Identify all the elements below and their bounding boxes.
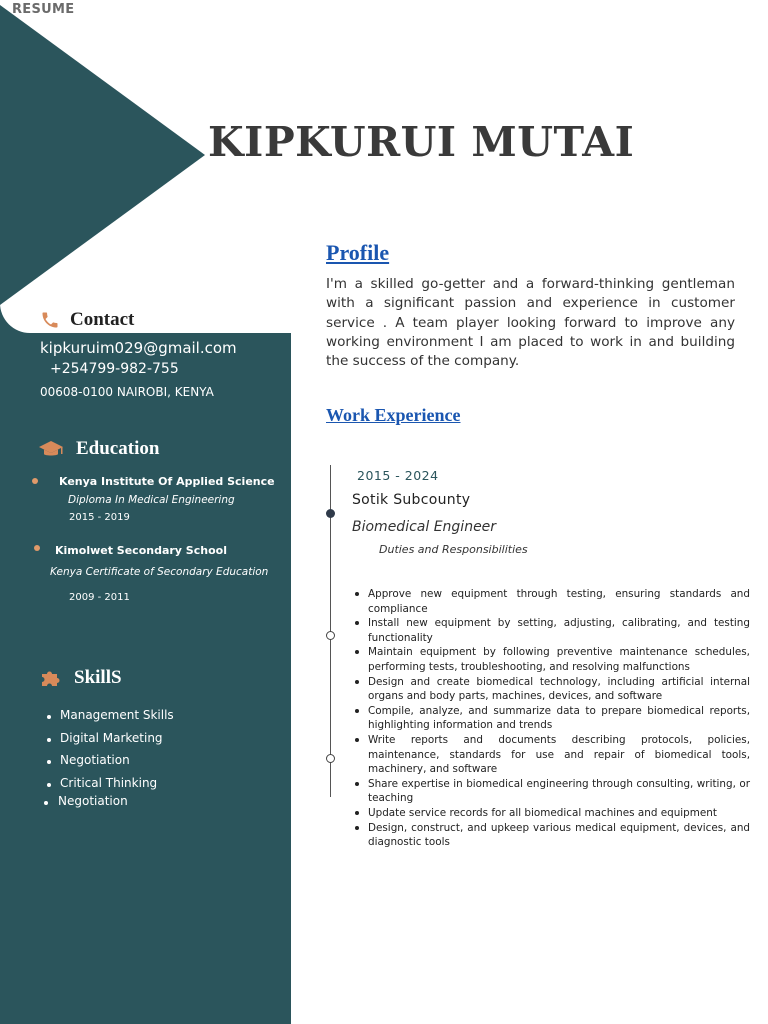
phone-icon [40, 310, 60, 330]
list-item: Design, construct, and upkeep various medical equipment, devices, and diagnostic tools [354, 821, 750, 850]
list-item: Install new equipment by setting, adjusting, calibrating, and testing functionality [354, 616, 750, 645]
skill-bullet [47, 738, 51, 742]
timeline-marker [326, 509, 335, 518]
timeline-marker [326, 754, 335, 763]
list-item: Maintain equipment by following preventive maintenance schedules, performing tests, troubleshooting, and resolving malfunctions [354, 645, 750, 674]
list-item: Approve new equipment through testing, ensuring standards and compliance [354, 587, 750, 616]
work-role: Biomedical Engineer [352, 519, 497, 535]
skills-heading [40, 667, 122, 689]
duties-label: Duties and Responsibilities [379, 543, 528, 556]
education-qualification: Kenya Certificate of Secondary Education [50, 566, 269, 578]
education-heading-label: Education [76, 438, 160, 459]
list-item: Compile, analyze, and summarize data to prepare biomedical reports, highlighting information and trends [354, 704, 750, 733]
skill-bullet [44, 801, 48, 805]
education-qualification: Diploma In Medical Engineering [68, 494, 235, 506]
skill-item: Digital Marketing [60, 731, 163, 745]
phone-text: +254799-982-755 [50, 361, 179, 377]
profile-text: I'm a skilled go-getter and a forward-thinking gentleman with a significant passion and experience in customer service . A team player looking forward to improve any working environment I am placed to work in and building the success of the company. [326, 276, 735, 370]
skill-bullet [47, 760, 51, 764]
work-experience-heading: Work Experience [326, 405, 461, 425]
education-years: 2009 - 2011 [69, 592, 130, 603]
skill-item: Negotiation [60, 753, 130, 767]
skill-item: Negotiation [58, 794, 128, 808]
list-item: Update service records for all biomedical machines and equipment [354, 806, 750, 821]
candidate-name: KIPKURUI MUTAI [208, 118, 635, 166]
skill-item: Critical Thinking [60, 776, 158, 790]
resume-tag: RESUME [12, 2, 75, 17]
list-item: Write reports and documents describing protocols, policies, maintenance, standards for use and repair of biomedical tools, machinery, and software [354, 733, 750, 777]
contact-heading [40, 309, 134, 331]
graduation-cap-icon [38, 439, 64, 459]
education-heading [38, 438, 159, 460]
education-bullet [34, 545, 40, 551]
profile-heading: Profile [326, 240, 390, 265]
education-bullet [32, 478, 38, 484]
address-text: 00608-0100 NAIROBI, KENYA [40, 385, 214, 399]
education-school: Kenya Institute Of Applied Science [59, 475, 275, 488]
skills-heading-label: SkillS [74, 667, 122, 688]
list-item: Share expertise in biomedical engineering through consulting, writing, or teaching [354, 777, 750, 806]
duties-list [354, 587, 750, 850]
education-years: 2015 - 2019 [69, 512, 130, 523]
list-item: Design and create biomedical technology, including artificial internal organs and body parts, machines, devices, and software [354, 675, 750, 704]
contact-heading-label: Contact [70, 309, 135, 330]
education-school: Kimolwet Secondary School [55, 544, 227, 557]
work-employer: Sotik Subcounty [352, 492, 471, 508]
skill-bullet [47, 783, 51, 787]
work-years: 2015 - 2024 [357, 468, 439, 483]
skill-bullet [47, 715, 51, 719]
skill-item: Management Skills [60, 708, 174, 722]
timeline-marker [326, 631, 335, 640]
email-text: kipkuruim029@gmail.com [40, 339, 237, 357]
puzzle-icon [40, 668, 62, 688]
decorative-triangle [0, 5, 205, 305]
